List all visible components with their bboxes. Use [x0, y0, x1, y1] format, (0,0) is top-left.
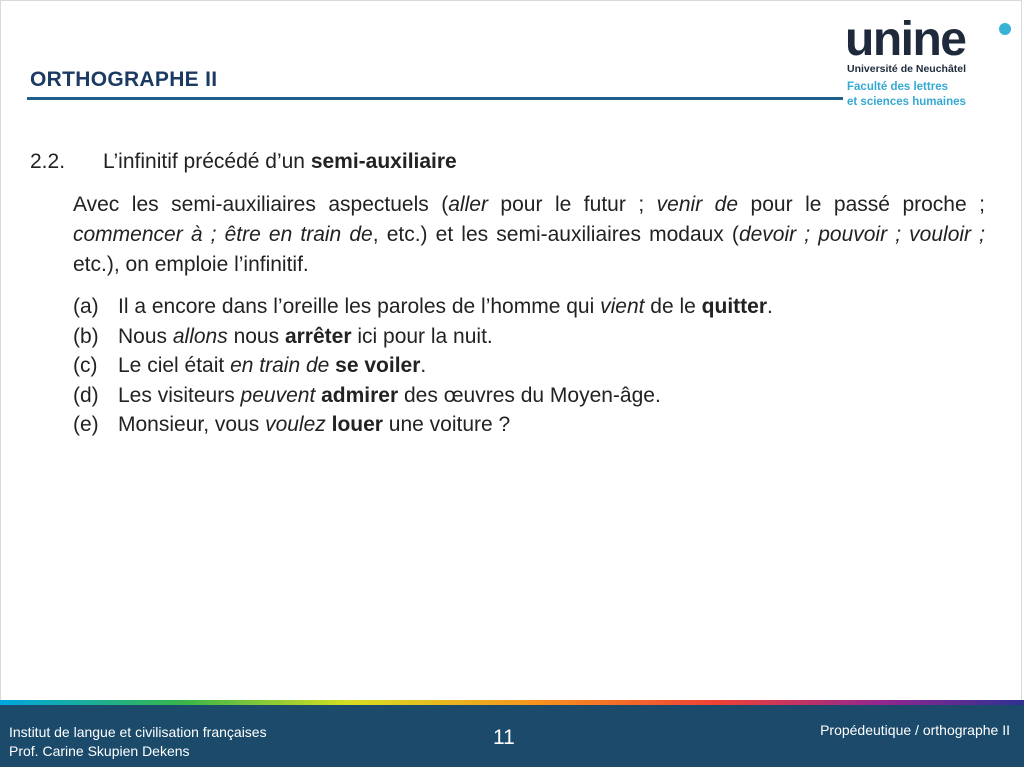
- example-text: ici pour la nuit.: [351, 324, 493, 348]
- example-bold: louer: [331, 413, 383, 436]
- section-title-bold: semi-auxiliaire: [310, 150, 457, 173]
- example-text: des œuvres du Moyen-âge.: [398, 383, 661, 407]
- slide-footer: [0, 705, 1024, 767]
- example-item: [73, 410, 773, 440]
- title-underline: [27, 97, 843, 100]
- example-text: .: [767, 295, 773, 318]
- example-text: Les visiteurs: [118, 383, 241, 407]
- example-italic: allons: [172, 324, 228, 348]
- example-bold: quitter: [701, 295, 767, 318]
- example-text: Le ciel était: [118, 354, 231, 377]
- example-sentence: [118, 292, 773, 322]
- example-label: (c): [73, 354, 98, 377]
- example-item: [73, 351, 773, 381]
- page-number: 11: [493, 726, 515, 749]
- logo-wordmark: unine: [845, 13, 966, 66]
- para-italic-4: devoir ; pouvoir ; vouloir ;: [738, 223, 986, 246]
- example-text: Il a encore dans l’oreille les paroles de l’homme qui: [118, 295, 601, 318]
- example-italic: voulez: [265, 413, 326, 436]
- intro-paragraph: [73, 190, 985, 280]
- logo-faculty: [847, 80, 966, 110]
- para-italic-3: commencer à ; être en train de: [73, 223, 373, 246]
- example-text: .: [420, 354, 427, 377]
- example-italic: vient: [600, 295, 645, 318]
- para-italic-1: aller: [448, 193, 488, 216]
- para-text-1: Avec les semi-auxiliaires aspectuels (: [73, 193, 449, 216]
- example-sentence: [118, 351, 426, 381]
- footer-course: Propédeutique / orthographe II: [820, 722, 1010, 738]
- footer-institute: Institut de langue et civilisation françaises: [9, 724, 267, 740]
- example-label: (d): [73, 383, 99, 407]
- example-sentence: [118, 322, 493, 352]
- example-text: Monsieur, vous: [118, 413, 266, 436]
- example-label: (b): [73, 324, 99, 348]
- example-sentence: [118, 381, 661, 411]
- logo-dot: [999, 23, 1011, 35]
- para-italic-2: venir de: [656, 193, 739, 216]
- section-number: 2.2.: [30, 150, 66, 173]
- example-text: nous: [227, 324, 285, 348]
- example-label: (a): [73, 295, 99, 318]
- para-text-2: pour le futur ;: [487, 193, 657, 216]
- logo-faculty-line2: et sciences humaines: [847, 96, 966, 108]
- logo-university: Université de Neuchâtel: [847, 63, 967, 75]
- slide-title: ORTHOGRAPHE II: [30, 68, 218, 91]
- example-bold: arrêter: [284, 324, 352, 348]
- examples-list: [73, 292, 773, 440]
- example-label: (e): [73, 413, 99, 436]
- para-text-5: etc.), on emploie l’infinitif.: [73, 253, 309, 276]
- example-item: [73, 381, 773, 411]
- unine-logo: [845, 14, 1015, 114]
- example-italic: peuvent: [240, 383, 316, 407]
- footer-professor: Prof. Carine Skupien Dekens: [9, 743, 190, 759]
- example-bold: admirer: [321, 383, 399, 407]
- example-sentence: [118, 410, 510, 440]
- para-text-3: pour le passé proche ;: [738, 193, 985, 216]
- footer-left: [9, 723, 267, 761]
- example-bold: se voiler: [335, 354, 421, 377]
- example-item: [73, 322, 773, 352]
- para-text-4: , etc.) et les semi-auxiliaires modaux (: [372, 223, 739, 246]
- section-heading: [30, 150, 457, 174]
- example-text: Nous: [118, 324, 173, 348]
- logo-faculty-line1: Faculté des lettres: [847, 81, 948, 93]
- example-text: une voiture ?: [382, 413, 511, 436]
- example-text: de le: [644, 295, 702, 318]
- example-item: [73, 292, 773, 322]
- example-italic: en train de: [230, 354, 330, 377]
- section-title-plain: L’infinitif précédé d’un: [103, 150, 311, 173]
